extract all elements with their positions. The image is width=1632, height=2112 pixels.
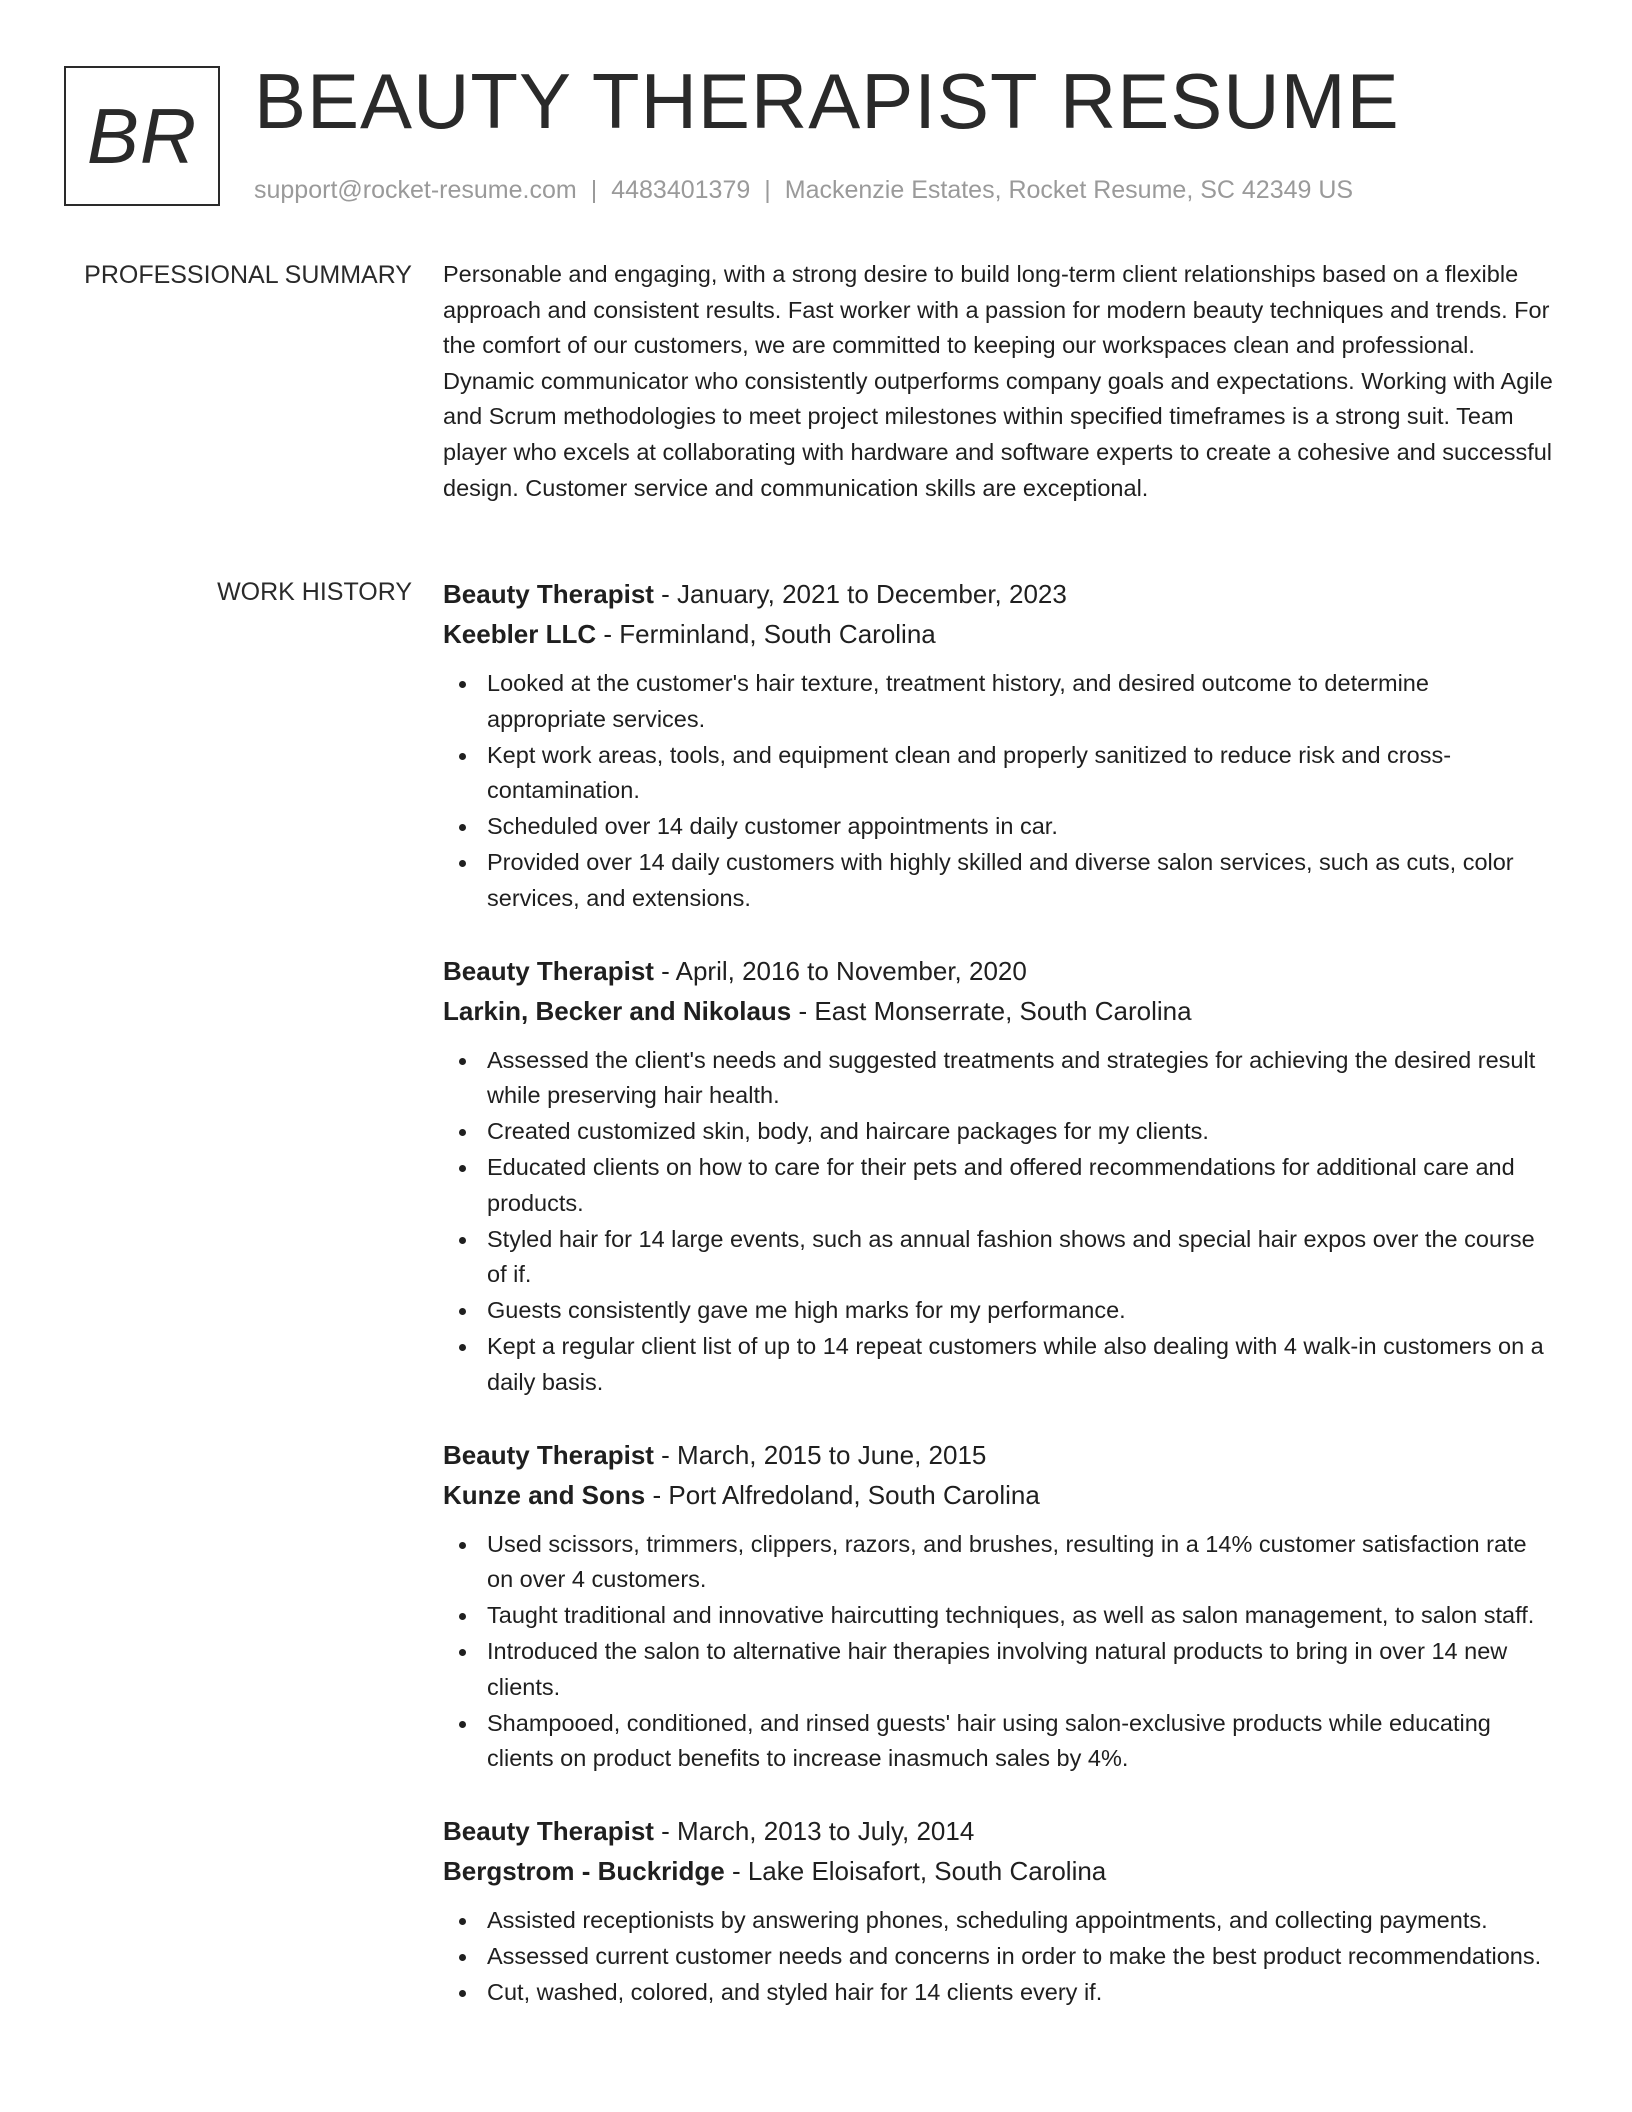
- monogram-badge: BR: [64, 66, 220, 206]
- job-company-line: [443, 991, 1553, 1031]
- work-history-heading: WORK HISTORY: [217, 578, 412, 606]
- job-bullet: Used scissors, trimmers, clippers, razors, and brushes, resulting in a 14% customer satisfaction rate on over 4 customers.: [443, 1527, 1553, 1599]
- job-company: Larkin, Becker and Nikolaus: [443, 995, 792, 1026]
- job-bullets: [443, 666, 1553, 917]
- job-bullet: Shampooed, conditioned, and rinsed guests' hair using salon-exclusive products while educating clients on product benefits to increase inasmuch sales by 4%.: [443, 1706, 1553, 1778]
- job-title-line: [443, 574, 1553, 614]
- job-title-line: [443, 1435, 1553, 1475]
- job-company: Keebler LLC: [443, 619, 597, 649]
- job-title: Beauty Therapist: [443, 955, 654, 986]
- job-entry: [443, 951, 1553, 1401]
- job-bullet: Kept work areas, tools, and equipment clean and properly sanitized to reduce risk and cross-contamination.: [443, 738, 1553, 810]
- job-title: Beauty Therapist: [443, 1816, 654, 1847]
- summary-text: Personable and engaging, with a strong desire to build long-term client relationships based on a flexible approach and consistent results. Fast worker with a passion for modern beauty techniques and trends. For the comfort of our customers, we are committed to keeping our workspaces clean and professional. Dynamic communicator who consistently outperforms company goals and expectations. Working with Agile and Scrum methodologies to meet project milestones within specified timeframes is a strong suit. Team player who excels at collaborating with hardware and software experts to create a cohesive and successful design. Customer service and communication skills are exceptional.: [443, 261, 1553, 501]
- resume-title: BEAUTY THERAPIST RESUME: [254, 57, 1400, 145]
- job-bullet: Taught traditional and innovative haircutting techniques, as well as salon management, to salon staff.: [443, 1598, 1553, 1634]
- job-bullet: Assessed the client's needs and suggested treatments and strategies for achieving the desired result while preserving hair health.: [443, 1043, 1553, 1115]
- job-location: - Lake Eloisafort, South Carolina: [724, 1856, 1107, 1887]
- job-bullet: Scheduled over 14 daily customer appointments in car.: [443, 809, 1553, 845]
- contact-separator: |: [590, 176, 598, 204]
- job-bullets: [443, 1903, 1553, 2010]
- job-bullet: Cut, washed, colored, and styled hair for 14 clients every if.: [443, 1975, 1553, 2011]
- job-location: - Port Alfredoland, South Carolina: [645, 1479, 1040, 1510]
- job-title: Beauty Therapist: [443, 579, 654, 609]
- job-bullet: Kept a regular client list of up to 14 repeat customers while also dealing with 4 walk-in customers on a daily basis.: [443, 1329, 1553, 1401]
- job-bullet: Looked at the customer's hair texture, treatment history, and desired outcome to determine appropriate services.: [443, 666, 1553, 738]
- summary-body: [443, 257, 1553, 506]
- job-entry: [443, 574, 1553, 917]
- job-bullet: Styled hair for 14 large events, such as annual fashion shows and special hair expos over the course of if.: [443, 1222, 1553, 1294]
- job-title-line: [443, 1811, 1553, 1851]
- job-bullet: Created customized skin, body, and haircare packages for my clients.: [443, 1114, 1553, 1150]
- job-bullets: [443, 1043, 1553, 1401]
- job-bullet: Introduced the salon to alternative hair therapies involving natural products to bring in over 14 new clients.: [443, 1634, 1553, 1706]
- job-dates: - March, 2013 to July, 2014: [653, 1816, 975, 1847]
- job-company-line: [443, 1475, 1553, 1515]
- contact-phone[interactable]: 4483401379: [611, 176, 751, 204]
- job-company: Bergstrom - Buckridge: [443, 1856, 725, 1887]
- contact-separator: |: [764, 176, 771, 204]
- job-bullet: Guests consistently gave me high marks for my performance.: [443, 1293, 1553, 1329]
- summary-heading: PROFESSIONAL SUMMARY: [84, 261, 412, 289]
- job-title-line: [443, 951, 1553, 991]
- job-company: Kunze and Sons: [443, 1479, 646, 1510]
- contact-email[interactable]: support@rocket-resume.com: [254, 176, 577, 204]
- job-bullet: Assisted receptionists by answering phones, scheduling appointments, and collecting payments.: [443, 1903, 1553, 1939]
- job-company-line: [443, 614, 1553, 654]
- contact-address: Mackenzie Estates, Rocket Resume, SC 42349 US: [784, 176, 1354, 204]
- contact-line: [254, 174, 1353, 206]
- job-title: Beauty Therapist: [443, 1439, 654, 1470]
- job-company-line: [443, 1851, 1553, 1891]
- job-dates: - April, 2016 to November, 2020: [653, 955, 1027, 986]
- job-location: - Ferminland, South Carolina: [596, 619, 936, 649]
- job-dates: - March, 2015 to June, 2015: [653, 1439, 987, 1470]
- job-entry: [443, 1811, 1553, 2010]
- job-bullet: Educated clients on how to care for their pets and offered recommendations for additional care and products.: [443, 1150, 1553, 1222]
- job-bullet: Assessed current customer needs and concerns in order to make the best product recommendations.: [443, 1939, 1553, 1975]
- job-bullets: [443, 1527, 1553, 1778]
- work-history-body: [443, 574, 1553, 2045]
- job-location: - East Monserrate, South Carolina: [791, 995, 1192, 1026]
- job-bullet: Provided over 14 daily customers with highly skilled and diverse salon services, such as cuts, color services, and extensions.: [443, 845, 1553, 917]
- job-dates: - January, 2021 to December, 2023: [653, 579, 1067, 609]
- job-entry: [443, 1435, 1553, 1778]
